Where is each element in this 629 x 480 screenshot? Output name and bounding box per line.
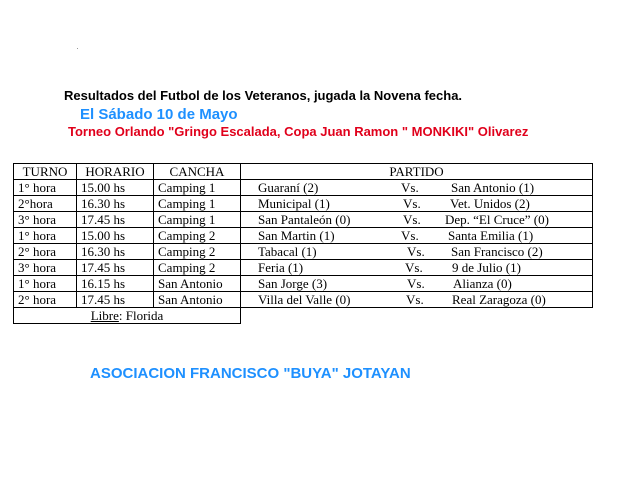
turno-cell: 1° hora (14, 180, 77, 196)
vs-label: Vs. (406, 292, 424, 307)
away-team: 9 de Julio (1) (452, 260, 521, 275)
blank-cell (241, 308, 593, 324)
cancha-cell: Camping 1 (154, 180, 241, 196)
partido-cell (241, 228, 593, 244)
vs-label: Vs. (407, 244, 425, 259)
cancha-cell: Camping 2 (154, 260, 241, 276)
fixtures-table (13, 163, 593, 324)
away-team: Santa Emilia (1) (448, 228, 534, 243)
horario-cell: 15.00 hs (77, 228, 154, 244)
away-team: San Francisco (2) (451, 244, 543, 259)
libre-label: Libre (90, 307, 119, 323)
cancha-cell: Camping 1 (154, 196, 241, 212)
stray-dot (77, 48, 78, 49)
partido-cell (241, 196, 593, 212)
home-team: Feria (1) (258, 260, 304, 275)
away-team: Vet. Unidos (2) (450, 196, 530, 211)
vs-label: Vs. (401, 180, 419, 195)
association-name: ASOCIACION FRANCISCO "BUYA" JOTAYAN (90, 365, 411, 382)
turno-cell: 1° hora (14, 228, 77, 244)
partido-cell (241, 180, 593, 196)
libre-team: : Florida (118, 307, 164, 323)
partido-cell (241, 276, 593, 292)
partido-cell (241, 260, 593, 276)
cancha-cell: Camping 1 (154, 212, 241, 228)
horario-cell: 15.00 hs (77, 180, 154, 196)
vs-label: Vs. (405, 260, 423, 275)
turno-cell: 3° hora (14, 212, 77, 228)
away-team: Alianza (0) (453, 276, 512, 291)
vs-label: Vs. (403, 196, 421, 211)
table-row (14, 276, 593, 292)
turno-cell: 2° hora (14, 292, 77, 308)
horario-cell: 16.15 hs (77, 276, 154, 292)
cancha-cell: San Antonio (154, 276, 241, 292)
turno-cell: 1° hora (14, 276, 77, 292)
table-row (14, 196, 593, 212)
col-header-horario: HORARIO (77, 164, 154, 180)
home-team: San Pantaleón (0) (258, 212, 351, 227)
libre-row (14, 308, 593, 324)
vs-label: Vs. (403, 212, 421, 227)
table-row (14, 260, 593, 276)
away-team: Real Zaragoza (0) (452, 292, 546, 307)
table-header-row (14, 164, 593, 180)
cancha-cell: San Antonio (154, 292, 241, 308)
horario-cell: 16.30 hs (77, 244, 154, 260)
vs-label: Vs. (401, 228, 419, 243)
vs-label: Vs. (407, 276, 425, 291)
home-team: Villa del Valle (0) (258, 292, 351, 307)
libre-cell (14, 308, 241, 324)
table-row (14, 292, 593, 308)
tournament-heading: Torneo Orlando "Gringo Escalada, Copa Juan Ramon " MONKIKI" Olivarez (68, 124, 529, 139)
results-heading: Resultados del Futbol de los Veteranos, jugada la Novena fecha. (64, 88, 463, 103)
partido-cell (241, 212, 593, 228)
horario-cell: 16.30 hs (77, 196, 154, 212)
away-team: Dep. “El Cruce” (0) (445, 212, 549, 227)
table-row (14, 228, 593, 244)
turno-cell: 2° hora (14, 244, 77, 260)
horario-cell: 17.45 hs (77, 212, 154, 228)
partido-cell (241, 292, 593, 308)
away-team: San Antonio (1) (451, 180, 535, 195)
home-team: Municipal (1) (258, 196, 330, 211)
table-row (14, 180, 593, 196)
col-header-partido: PARTIDO (241, 164, 593, 180)
cancha-cell: Camping 2 (154, 228, 241, 244)
col-header-turno: TURNO (14, 164, 77, 180)
home-team: San Jorge (3) (258, 276, 328, 291)
horario-cell: 17.45 hs (77, 292, 154, 308)
home-team: Tabacal (1) (258, 244, 317, 259)
home-team: Guaraní (2) (258, 180, 319, 195)
col-header-cancha: CANCHA (154, 164, 241, 180)
date-heading: El Sábado 10 de Mayo (80, 106, 238, 123)
partido-cell (241, 244, 593, 260)
table-row (14, 244, 593, 260)
cancha-cell: Camping 2 (154, 244, 241, 260)
turno-cell: 2°hora (14, 196, 77, 212)
table-row (14, 212, 593, 228)
turno-cell: 3° hora (14, 260, 77, 276)
horario-cell: 17.45 hs (77, 260, 154, 276)
home-team: San Martin (1) (258, 228, 335, 243)
